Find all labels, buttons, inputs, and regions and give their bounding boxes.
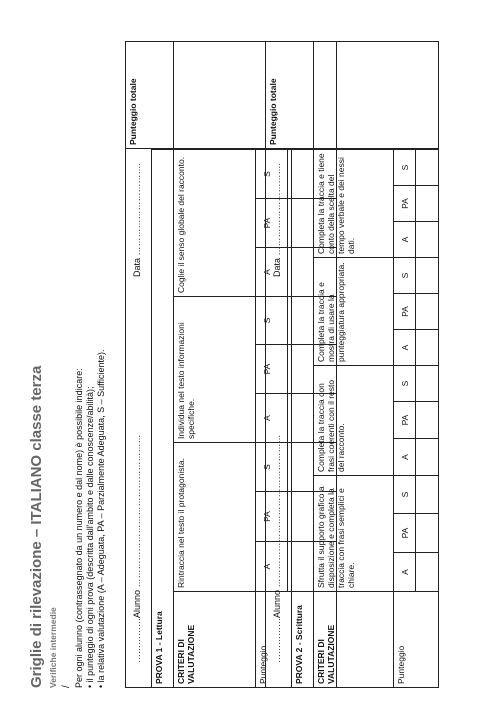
level-a[interactable]: A [394,552,416,591]
criterio-3: Coglie il senso globale del racconto. [174,149,256,296]
criterio-1: Rintraccia nel testo il protagonista. [174,442,256,591]
level-a[interactable]: A [394,221,416,257]
criterio-1: Sfrutta il supporto grafico a disposizione e completa la traccia con frasi semplici e chiare. [314,475,394,591]
score-cell[interactable] [416,293,438,329]
level-a[interactable]: A [394,329,416,365]
alunno-field[interactable]: ……………Alunno …………………………………………… [272,434,282,663]
score-cell[interactable] [416,475,438,513]
table-prova-2 [265,41,439,688]
criterio-2: Individua nel testo informazioni specifiche. [174,296,256,442]
slash-mark: / [61,685,72,688]
data-field[interactable]: Data …………………………. [272,162,282,277]
criteri-label: CRITERI DI VALUTAZIONE [314,591,394,687]
criterio-4: Completa la traccia e tiene conto della scelta del tempo verbale e dei nessi dati. [314,149,394,257]
level-s[interactable]: S [256,149,288,198]
prova-title: PROVA 1 - Lettura [152,149,174,687]
data-field[interactable]: Data …………………………. [132,162,142,277]
level-s[interactable]: S [394,257,416,293]
level-pa[interactable]: PA [394,185,416,221]
level-s[interactable]: S [256,296,288,344]
level-pa[interactable]: PA [394,513,416,552]
level-pa[interactable]: PA [394,401,416,438]
level-s[interactable]: S [394,365,416,401]
score-cell[interactable] [416,365,438,401]
header-row [126,149,152,687]
page-title: Griglie di rilevazione – ITALIANO classe terza [28,365,45,688]
instruction-line: • la relativa valutazione (A – Adeguata, PA – Parzialmente Adeguata, S – Sufficiente). [96,349,106,688]
punteggio-totale-header: Punteggio totale [266,42,314,149]
score-cell[interactable] [416,513,438,552]
level-s[interactable]: S [394,475,416,513]
score-cell[interactable] [416,401,438,438]
level-pa[interactable]: PA [256,198,288,247]
prova-title: PROVA 2 - Scrittura [292,149,314,687]
score-cell[interactable] [416,257,438,293]
header-row [266,149,292,687]
alunno-field[interactable]: ……………Alunno …………………………………………… [132,434,142,663]
punteggio-label: Punteggio [256,591,336,687]
level-a[interactable]: A [256,393,288,442]
score-cell[interactable] [416,552,438,591]
score-cell[interactable] [416,185,438,221]
level-pa[interactable]: PA [256,491,288,541]
criterio-2: Completa la traccia con frasi coerenti con il resto del racconto. [314,365,394,475]
instruction-line: • il punteggio di ogni prova (descritta dall'ambito e dalle conoscenze/abilità); [85,386,95,688]
level-a[interactable]: A [394,438,416,475]
score-cell[interactable] [416,438,438,475]
level-s[interactable]: S [256,442,288,491]
level-pa[interactable]: PA [256,344,288,393]
punteggio-totale-value[interactable] [314,42,438,149]
level-pa[interactable]: PA [394,293,416,329]
level-a[interactable]: A [256,541,288,591]
instructions [74,168,107,688]
criterio-3: Completa la traccia e mostra di usare la punteggiatura appropriata. [314,257,394,365]
level-a[interactable]: A [256,247,288,296]
punteggio-totale-header: Punteggio totale [126,42,174,149]
instruction-line: Per ogni alunno (contrassegnato da un numero e dal nome) è possibile indicare: [74,368,84,688]
punteggio-label: Punteggio [394,591,438,687]
score-cell[interactable] [416,149,438,185]
level-s[interactable]: S [394,149,416,185]
page-subtitle: Verifiche intermedie [48,607,58,688]
score-cell[interactable] [416,329,438,365]
score-cell[interactable] [416,221,438,257]
criteri-label: CRITERI DI VALUTAZIONE [174,591,256,687]
